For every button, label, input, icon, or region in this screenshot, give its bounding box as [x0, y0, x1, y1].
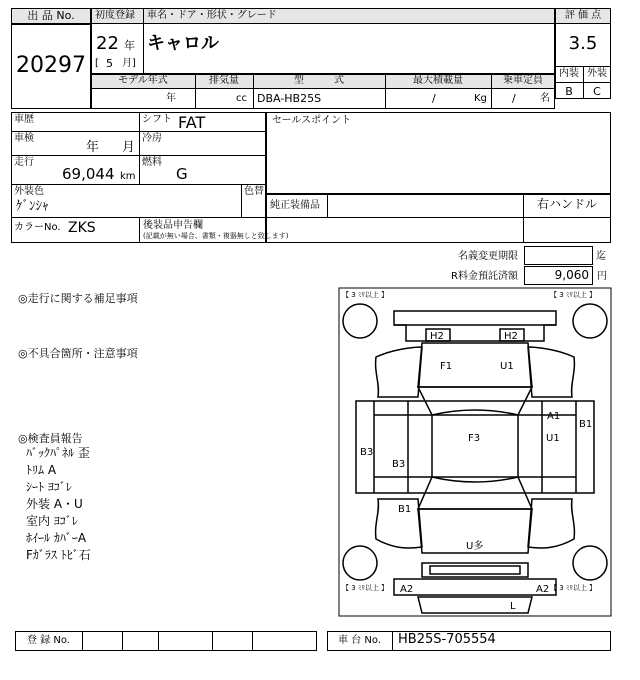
mileage-value: 69,044	[62, 165, 115, 183]
inspector-line: ｼｰﾄ ﾖｺﾞﾚ	[26, 480, 72, 494]
front-fender-right	[528, 347, 574, 397]
ac-label: 冷房	[142, 133, 162, 144]
tire-tag: 【 3 ﾐﾘ以上 】	[550, 584, 597, 592]
front-bumper	[394, 311, 556, 325]
genuine-equipment-label: 純正装備品	[270, 200, 320, 211]
defects-label: ◎不具合箇所・注意事項	[18, 347, 138, 360]
mark-a2-left: A2	[400, 584, 414, 595]
inspector-line: 室内 ﾖｺﾞﾚ	[26, 514, 78, 528]
color-label: 外装色	[14, 186, 44, 197]
hood	[418, 343, 532, 387]
inspection-label: 車検	[14, 133, 34, 144]
mark-a2-right: A2	[536, 584, 550, 595]
inspector-report	[26, 445, 91, 564]
fuel-label: 燃料	[142, 157, 162, 168]
tire-tag: 【 3 ﾐﾘ以上 】	[342, 584, 389, 592]
mark-f1: F1	[440, 361, 453, 372]
mark-u-many: U多	[466, 541, 484, 552]
shift-value: FAT	[178, 113, 206, 132]
name-change-label: 名義変更期限	[458, 251, 518, 262]
car-name: キャロル	[147, 33, 219, 54]
inspector-line: ﾄﾘﾑ A	[26, 463, 57, 477]
color-change-label: 色替	[244, 186, 264, 197]
color-no-value: ZKS	[68, 220, 96, 236]
front-fender-left	[376, 347, 422, 397]
lot-no-value: 20297	[16, 53, 86, 78]
mark-a1: A1	[547, 411, 561, 422]
recycle-value: 9,060	[554, 268, 589, 282]
chassis-label: 車 台 No.	[338, 635, 381, 646]
color-no-label: カラーNo.	[14, 222, 61, 233]
car-name-label: 車名・ドア・形状・グレード	[147, 10, 277, 21]
grade-value: 3.5	[568, 33, 598, 54]
mark-u1-top: U1	[500, 361, 514, 372]
mark-u1-right: U1	[546, 433, 560, 444]
aftermarket-note: (記載が無い場合、書類・複器無しと致します)	[143, 232, 289, 240]
tire-tag: 【 3 ﾐﾘ以上 】	[342, 291, 389, 299]
exterior-label: 外装	[587, 68, 607, 79]
max-load-label: 最大積載量	[413, 75, 463, 86]
inspector-line: Fｶﾞﾗｽ ﾄﾋﾞ石	[26, 548, 91, 562]
displacement-label: 排気量	[209, 75, 239, 86]
inspector-label: ◎検査員報告	[18, 432, 83, 445]
inspector-line: 外装 A・U	[26, 497, 83, 511]
model-label: 型 式	[294, 75, 344, 86]
rear-bumper	[394, 579, 556, 595]
first-reg-year: 22	[96, 33, 119, 54]
history-label: 車歴	[14, 114, 34, 125]
tire-rear-right	[573, 546, 607, 580]
capacity-label: 乗車定員	[503, 75, 543, 86]
mark-b1-right: B1	[579, 419, 593, 430]
roof	[432, 410, 518, 482]
year-unit: 年	[124, 39, 135, 52]
mark-b1-left: B1	[398, 504, 412, 515]
color-value: ｹﾞﾝｼｬ	[16, 199, 49, 214]
running-notes-label: ◎走行に関する補足事項	[18, 292, 138, 305]
tire-front-right	[573, 304, 607, 338]
front-grille	[394, 325, 556, 341]
name-change-box	[524, 246, 593, 265]
first-reg-month: 5	[106, 57, 113, 70]
model-year-label: モデル年式	[118, 75, 168, 86]
mark-h2-right: H2	[504, 331, 518, 342]
interior-grade: B	[565, 85, 573, 98]
reg-no-label: 登 録 No.	[27, 635, 70, 646]
tire-rear-left	[343, 546, 377, 580]
license-plate	[430, 566, 520, 574]
sales-point-label: セールスポイント	[272, 115, 352, 126]
car-damage-diagram	[338, 287, 612, 617]
rear-fender-right	[528, 499, 574, 548]
inspector-line: ﾎｲｰﾙ ｶﾊﾞｰA	[26, 531, 87, 545]
lot-no-label: 出 品 No.	[27, 9, 75, 22]
chassis-no: HB25S-705554	[398, 632, 496, 647]
rear-lamp-bar	[422, 563, 528, 577]
mark-h2-left: H2	[430, 331, 444, 342]
mark-b3-inner: B3	[392, 459, 406, 470]
interior-label: 内装	[559, 68, 579, 79]
inspector-line: ﾊﾞｯｸﾊﾟﾈﾙ 歪	[26, 446, 90, 460]
tire-tag: 【 3 ﾐﾘ以上 】	[550, 291, 597, 299]
grade-label: 評 価 点	[564, 10, 602, 21]
steering-value: 右ハンドル	[536, 197, 597, 211]
mileage-label: 走行	[14, 157, 34, 168]
mark-f3: F3	[468, 433, 481, 444]
diagram-frame	[339, 288, 611, 616]
fuel-value: G	[176, 165, 188, 183]
recycle-label: R料金預託済額	[451, 271, 518, 282]
mark-l: L	[510, 601, 516, 612]
tire-front-left	[343, 304, 377, 338]
model-value: DBA-HB25S	[257, 92, 322, 105]
first-reg-label: 初度登録	[95, 10, 135, 21]
mark-b3-left: B3	[360, 447, 374, 458]
aftermarket-label: 後装品申告欄	[143, 220, 203, 231]
shift-label: シフト	[142, 114, 172, 125]
exterior-grade: C	[593, 85, 601, 98]
